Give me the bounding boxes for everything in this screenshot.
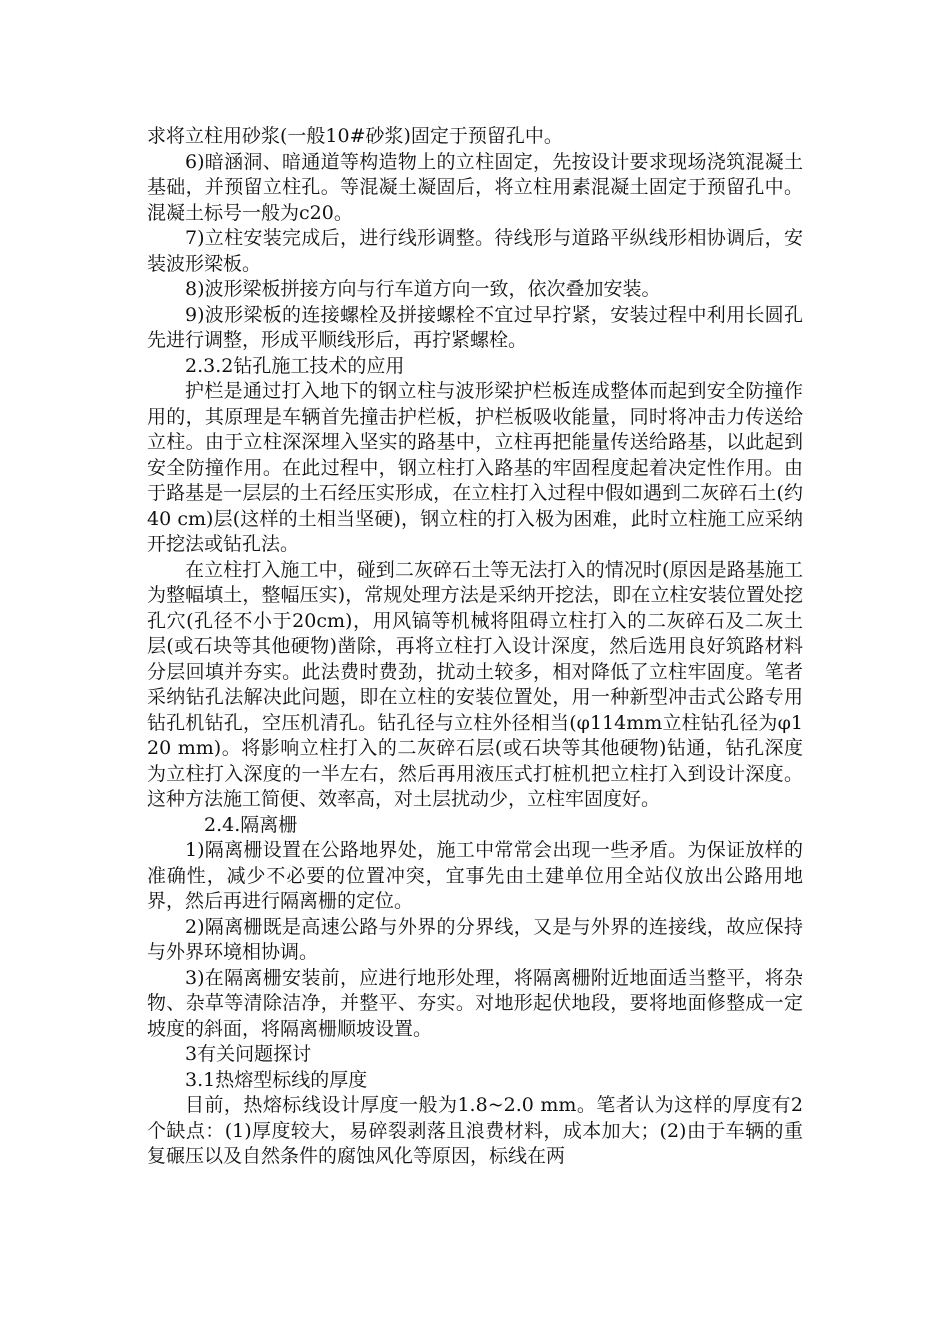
- section-heading-2-4: 2.4.隔离栅: [204, 813, 298, 836]
- paragraph-item-8: 8)波形梁板拼接方向与行车道方向一致，依次叠加安装。: [185, 278, 661, 300]
- paragraph-guardrail-principle: 护栏是通过打入地下的钢立柱与波形梁护栏板连成整体而起到安全防撞作用的，其原理是车辆首先撞击护栏板，护栏板吸收能量，同时将冲击力传送给立柱。由于立柱深深埋入坚实的路基中，立柱再把能量传送给路基，以此起到安全防撞作用。在此过程中，钢立柱打入路基的牢固程度起着决定性作用。由于路基是一层层的土石经压实形成，在立柱打入过程中假如遇到二灰碎石土(约40 cm)层(这样的土相当坚硬)，钢立柱的打入极为困难，此时立柱施工应采纳开挖法或钻孔法。: [147, 380, 803, 555]
- paragraph-drilling-method: 在立柱打入施工中，碰到二灰碎石土等无法打入的情况时(原因是路基施工为整幅填土，整幅压实)，常规处理方法是采纳开挖法，即在立柱安装位置处挖孔穴(孔径不小于20cm)，用风镐等机械将阻碍立柱打入的二灰碎石及二灰土层(或石块等其他硬物)凿除，再将立柱打入设计深度，然后选用良好筑路材料分层回填并夯实。此法费时费劲，扰动土较多，相对降低了立柱牢固度。笔者采纳钻孔法解决此问题，即在立柱的安装位置处，用一种新型冲击式公路专用钻孔机钻孔，空压机清孔。钻孔径与立柱外径相当(φ114mm立柱钻孔径为φ120 mm)。将影响立柱打入的二灰碎石层(或石块等其他硬物)钻通，钻孔深度为立柱打入深度的一半左右，然后再用液压式打桩机把立柱打入到设计深度。这种方法施工简便、效率高，对土层扰动少，立柱牢固度好。: [147, 558, 803, 810]
- section-heading-2-3-2: 2.3.2钻孔施工技术的应用: [185, 354, 405, 377]
- section-heading-3-1: 3.1热熔型标线的厚度: [185, 1068, 368, 1091]
- section-heading-3: 3有关问题探讨: [185, 1043, 312, 1065]
- paragraph-fence-item-2: 2)隔离栅既是高速公路与外界的分界线，又是与外界的连接线，故应保持与外界环境相协调。: [147, 915, 803, 963]
- paragraph-item-9: 9)波形梁板的连接螺栓及拼接螺栓不宜过早拧紧，安装过程中利用长圆孔先进行调整，形成平顺线形后，再拧紧螺栓。: [147, 303, 803, 351]
- paragraph-item-7: 7)立柱安装完成后，进行线形调整。待线形与道路平纵线形相协调后，安装波形梁板。: [147, 227, 803, 275]
- paragraph-marking-thickness: 目前，热熔标线设计厚度一般为1.8~2.0 mm。笔者认为这样的厚度有2个缺点：(1)厚度较大，易碎裂剥落且浪费材料，成本加大；(2)由于车辆的重复碾压以及自然条件的腐蚀风化等原因，标线在两: [147, 1094, 803, 1167]
- paragraph-fence-item-3: 3)在隔离栅安装前，应进行地形处理，将隔离栅附近地面适当整平，将杂物、杂草等清除洁净，并整平、夯实。对地形起伏地段，要将地面修整成一定坡度的斜面，将隔离栅顺坡设置。: [147, 966, 803, 1040]
- paragraph-continuation: 求将立柱用砂浆(一般10#砂浆)固定于预留孔中。: [147, 125, 563, 147]
- document-page: [147, 124, 803, 1170]
- paragraph-item-6: 6)暗涵洞、暗通道等构造物上的立柱固定，先按设计要求现场浇筑混凝土基础，并预留立柱孔。等混凝土凝固后，将立柱用素混凝土固定于预留孔中。混凝土标号一般为c20。: [147, 150, 803, 224]
- paragraph-fence-item-1: 1)隔离栅设置在公路地界处，施工中常常会出现一些矛盾。为保证放样的准确性，减少不必要的位置冲突，宜事先由土建单位用全站仪放出公路用地界，然后再进行隔离栅的定位。: [147, 839, 803, 912]
